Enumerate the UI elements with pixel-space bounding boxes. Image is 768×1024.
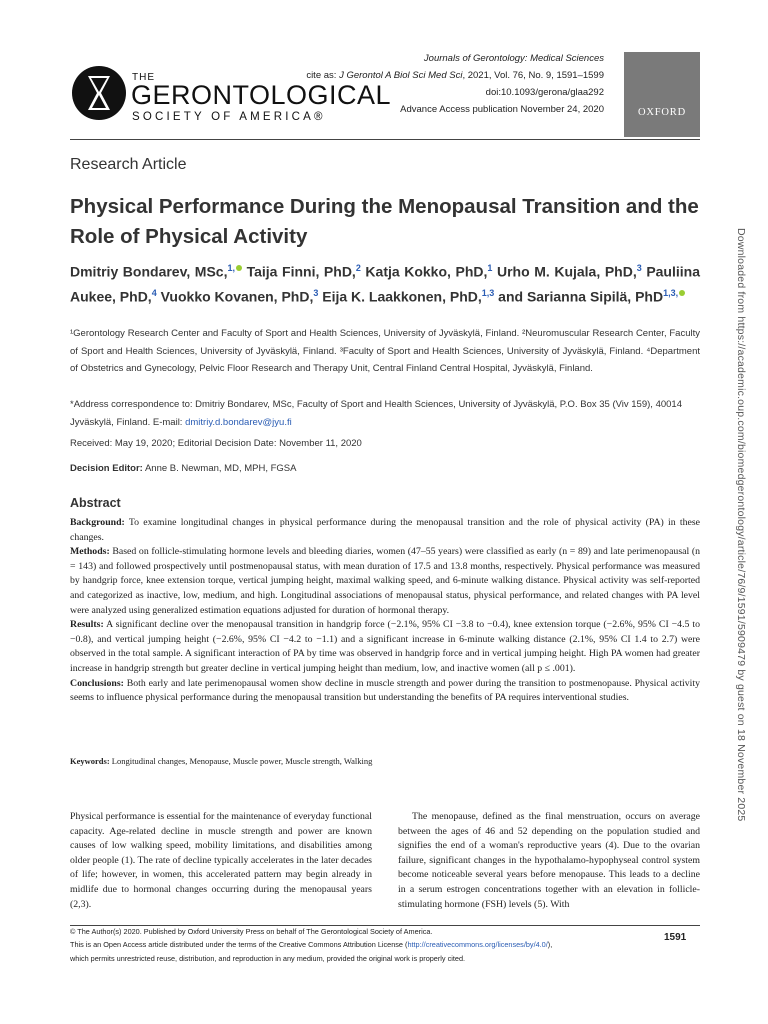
author-affiliation-ref[interactable]: 3 [636, 263, 642, 273]
author-name: Taija Finni, PhD, [246, 263, 356, 280]
author-name: Dmitriy Bondarev, MSc, [70, 263, 228, 280]
body-paragraph: The menopause, defined as the final menstruation, occurs on average between the ages of 46 and 52 depending on the population studied and signifies the end of a woman's reproductive years (4). Due to the ovarian failure, significant changes in the hypothalamo-hypophyseal control system become noticeable several years before menopause. This leads to a decline in a serum estrogen concentrations together with an elevation in follicle-stimulating hormone (FSH) levels (5). With [398, 811, 700, 910]
decision-editor: Decision Editor: Anne B. Newman, MD, MPH, FGSA [70, 463, 297, 474]
author-affiliation-ref[interactable]: 1 [487, 263, 493, 273]
author-affiliation-ref[interactable]: 1,3, [663, 287, 679, 298]
orcid-icon[interactable] [679, 290, 685, 296]
author-list: Dmitriy Bondarev, MSc,$^{1,}$ Taija Finni, PhD,$^2$ Katja Kokko, PhD,$^1$ Urho M. Kujala, PhD,$^3$ Pauliina Aukee, PhD,$^4$ Vuokko Kovanen, PhD,$^3$ Eija K. Laakkonen, PhD,$^{1,3}$ and Sarianna Sipilä, PhD$^{1,3,}$ [70, 263, 700, 305]
keywords: Keywords: Longitudinal changes, Menopause, Muscle power, Muscle strength, Walking [70, 756, 373, 766]
cite-as-line: cite as: J Gerontol A Biol Sci Med Sci, 2021, Vol. 76, No. 9, 1591–1599 [306, 70, 604, 81]
abstract-results: Results: A significant decline over the menopausal transition in handgrip force (−2.1%, 95% CI −3.8 to −0.4), knee extension torque (−2.6%, 95% CI −4.5 to −0.8), and vertical jumping height (−2.6%, 95% CI −4.2 to −1.1) and a significant increase in 6-minute walking distance (2.1%, 95% CI 1.4 to 2.7) were observed in the total sample. A significant interaction of PA by time was observed in handgrip force and in vertical jumping height. High PA women had greater increase in handgrip strength but greater decline in vertical jumping height than medium, low, and inactive women (all p ≤ .001). [70, 619, 700, 674]
download-watermark: Downloaded from https://academic.oup.com/biomedgerontology/article/76/9/1591/5909479 by guest on 18 November 2025 [735, 228, 747, 822]
abstract-conclusions: Conclusions: Both early and late perimenopausal women show decline in muscle strength and power during the transition to postmenopause. Physical activity seems to influence physical performance during the menopausal transition but understanding the benefits of PA requires interventional studies. [70, 677, 700, 704]
journal-name: Journals of Gerontology: Medical Sciences [423, 53, 604, 64]
header-divider [70, 139, 700, 140]
abstract-body [70, 516, 700, 706]
correspondence: *Address correspondence to: Dmitriy Bondarev, MSc, Faculty of Sport and Health Sciences, University of Jyväskylä, P.O. Box 35 (Viv 159), 40014 Jyväskylä, Finland. E-mail: dmitriy.d.bondarev@jyu.fi [70, 399, 682, 428]
license-link[interactable]: http://creativecommons.org/licenses/by/4.0/ [407, 940, 548, 950]
received-dates: Received: May 19, 2020; Editorial Decision Date: November 11, 2020 [70, 438, 362, 449]
article-type: Research Article [70, 156, 187, 173]
author-affiliation-ref[interactable]: 1,3 [481, 287, 495, 298]
oxford-label: OXFORD [638, 107, 686, 118]
abstract-heading: Abstract [70, 496, 121, 510]
author-name: Sarianna Sipilä, PhD [526, 288, 664, 305]
body-paragraph: Physical performance is essential for the maintenance of everyday functional capacity. Age-related decline in muscle strength and power are known causes of low walking speed, mobility limitations, and disabilities among older people (1). The rate of decline typically accelerates in the later decades of life; however, in women, this accelerated pattern may begin already in midlife due to hormonal changes occurring during the menopausal years (2,3). [70, 811, 372, 910]
license-line: This is an Open Access article distributed under the terms of the Creative Commons Attribution License (http://creativecommons.org/licenses/by/4.0/), [70, 940, 553, 950]
gsa-logo-icon [70, 64, 128, 122]
doi-line[interactable]: doi:10.1093/gerona/glaa292 [485, 87, 604, 98]
body-column-left [70, 810, 372, 912]
abstract-methods: Methods: Based on follicle-stimulating hormone levels and bleeding diaries, women (47–55 years) were classified as early (n = 89) and late perimenopausal (n = 143) and followed prospectively until postmenopausal status, with mean duration of 17.5 and 13.8 months, respectively. Physical performance was measured by handgrip force, knee extension torque, vertical jumping height, maximal walking speed, and 6-minute walking distance. Physical activity was self-reported and categorized as inactive, low, medium, and high. Longitudinal associations of menopausal status, physical performance, and related changes with PA level were analyzed using generalized estimation equations adjusted for duration of hormonal therapy. [70, 546, 700, 616]
author-name: Katja Kokko, PhD, [365, 263, 488, 280]
logo-subtitle-text: SOCIETY OF AMERICA® [132, 111, 326, 123]
license-footer [70, 925, 630, 965]
logo-name-text: GERONTOLOGICAL [131, 80, 392, 110]
author-affiliation-ref[interactable]: 3 [313, 287, 319, 298]
abstract-background: Background: To examine longitudinal changes in physical performance during the menopausal transition and the role of physical activity (PA) in these changes. [70, 517, 700, 543]
affiliations: ¹Gerontology Research Center and Faculty of Sport and Health Sciences, University of Jyväskylä, Finland. ²Neuromuscular Research Center, Faculty of Sport and Health Sciences, University of Jyväskylä, Finland. ³Faculty of Sport and Health Sciences, University of Jyväskylä, Finland. ⁴Department of Obstetrics and Gynecology, Pelvic Floor Research and Therapy Unit, Central Finland Central Hospital, Jyväskylä, Finland. [70, 328, 700, 374]
body-column-right [398, 810, 700, 912]
author-affiliation-ref[interactable]: 4 [151, 287, 157, 298]
author-name: Pauliina Aukee, PhD, [70, 263, 700, 305]
orcid-icon[interactable] [236, 265, 242, 271]
author-name: Urho M. Kujala, PhD, [496, 263, 637, 280]
copyright-line: © The Author(s) 2020. Published by Oxford University Press on behalf of The Gerontological Society of America. [70, 927, 433, 936]
author-affiliation-ref[interactable]: 2 [355, 263, 361, 273]
advance-access-line: Advance Access publication November 24, 2020 [400, 104, 604, 115]
correspondence-email-link[interactable]: dmitriy.d.bondarev@jyu.fi [185, 416, 292, 428]
author-name: Eija K. Laakkonen, PhD, [322, 288, 482, 305]
article-title: Physical Performance During the Menopausal Transition and the Role of Physical Activity [70, 195, 699, 248]
author-affiliation-ref[interactable]: 1, [227, 263, 236, 273]
author-name: Vuokko Kovanen, PhD, [160, 288, 314, 305]
license-terms-line: which permits unrestricted reuse, distribution, and reproduction in any medium, provided the original work is properly cited. [70, 953, 466, 963]
citation-block [244, 50, 604, 118]
oxford-logo [624, 52, 700, 137]
logo-the-text: THE [132, 72, 155, 83]
page-number: 1591 [664, 932, 687, 943]
